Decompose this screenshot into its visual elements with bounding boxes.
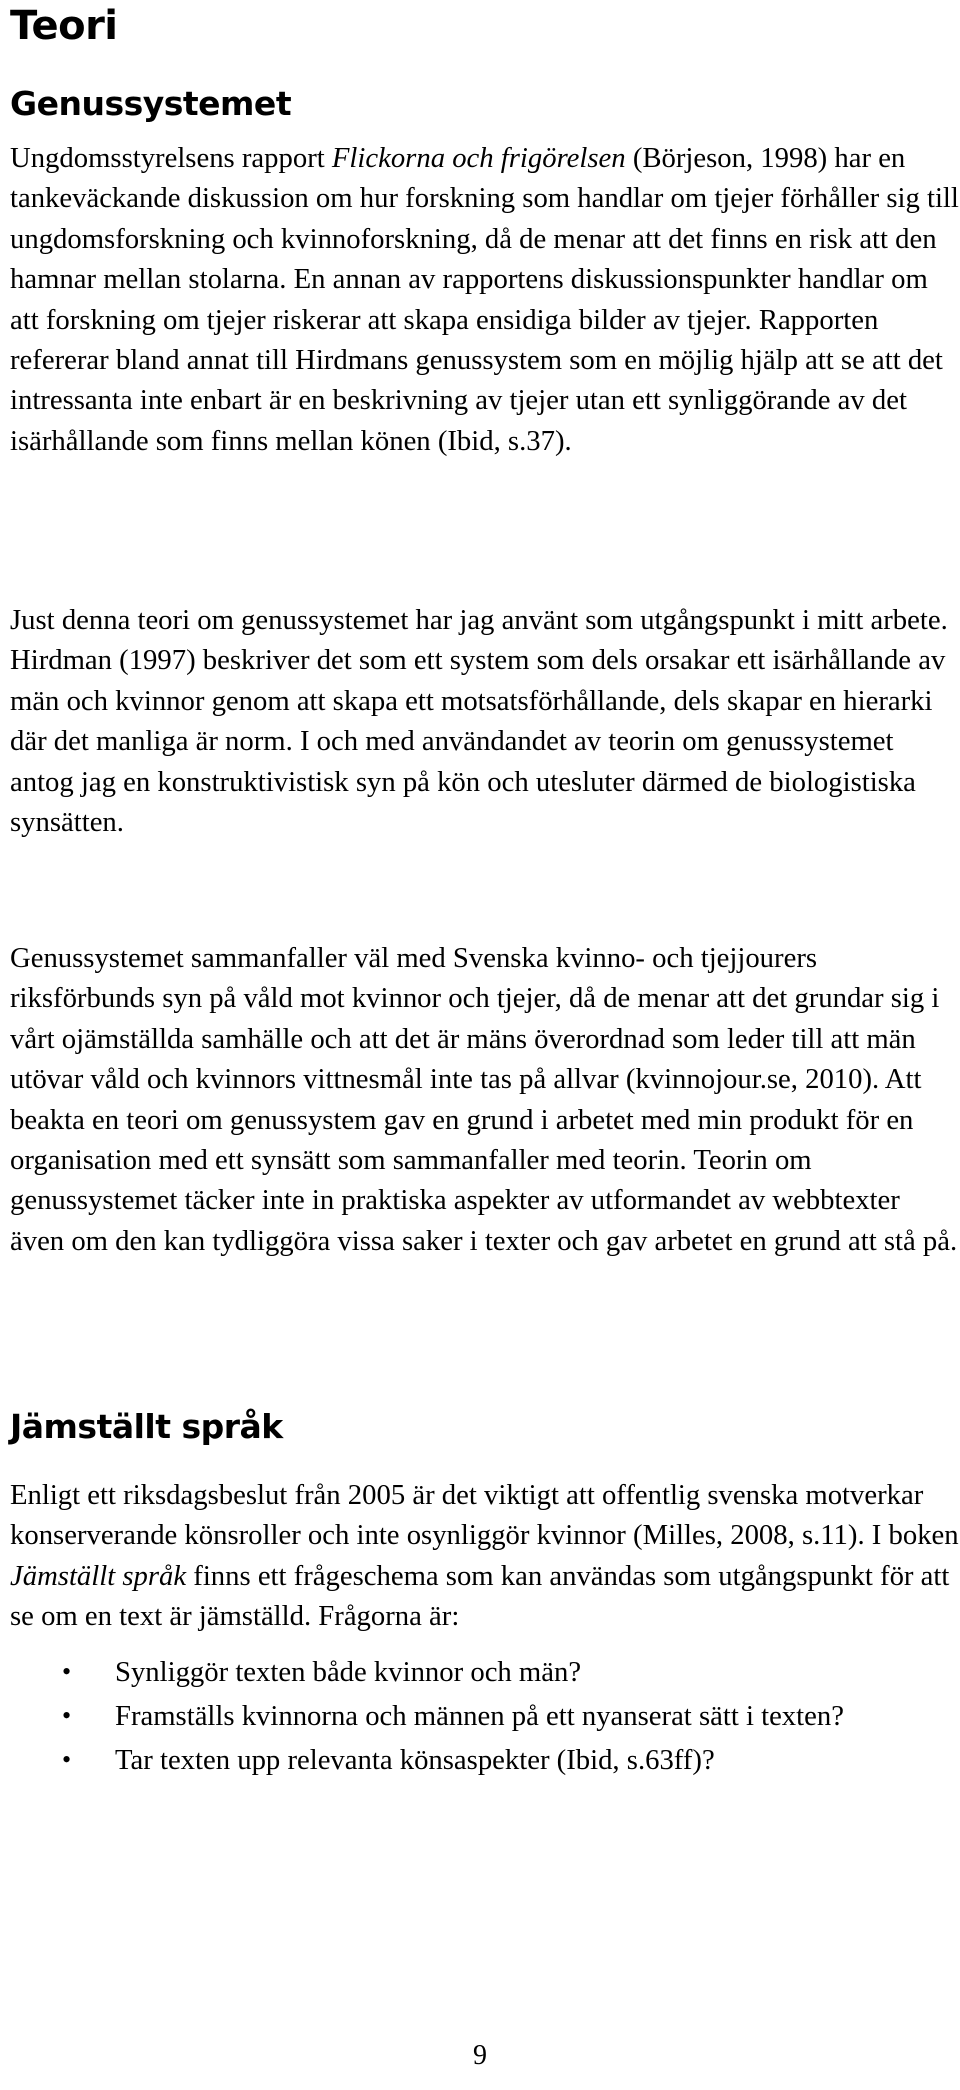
- list-item: [10, 1653, 960, 1691]
- bullet-icon: •: [62, 1657, 72, 1686]
- document-page: [10, 0, 959, 2090]
- bullet-icon: •: [62, 1701, 72, 1730]
- paragraph-4-rest: finns ett frågeschema som kan användas som utgångspunkt för att se om en text är jämställd. Frågorna är:: [10, 1559, 950, 1633]
- paragraph-1-start: Ungdomsstyrelsens rapport: [10, 142, 332, 174]
- paragraph-1-rest: (Börjeson, 1998) har en tankeväckande diskussion om hur forskning som handlar om tjejer förhåller sig till ungdomsforskning och kvinnoforskning, då de menar att det finns en risk att den hamnar mellan stolarna. En annan av rapportens diskussionspunkter handlar om att forskning om tjejer riskerar att skapa ensidiga bilder av tjejer. Rapporten refererar bland annat till Hirdmans genussystem som en möjlig hjälp att se att det intressanta inte enbart är en beskrivning av tjejer utan ett synliggörande av det isärhållande som finns mellan könen (Ibid, s.37).: [10, 142, 959, 457]
- paragraph-1: [10, 138, 960, 461]
- paragraph-4: [10, 1475, 960, 1637]
- question-text: Framställs kvinnorna och männen på ett nyanserat sätt i texten?: [115, 1700, 844, 1732]
- report-title: Flickorna och frigörelsen: [331, 142, 626, 174]
- page-number: 9: [473, 2040, 487, 2071]
- question-list: [10, 1653, 960, 1785]
- bullet-icon: •: [62, 1745, 72, 1774]
- paragraph-3: Genussystemet sammanfaller väl med Svenska kvinno- och tjejjourers riksförbunds syn på våld mot kvinnor och tjejer, då de menar att det grundar sig i vårt ojämställda samhälle och att det är mäns överordnad som leder till att män utövar våld och kvinnors vittnesmål inte tas på allvar (kvinnojour.se, 2010). Att beakta en teori om genussystem gav en grund i arbetet med min produkt för en organisation med ett synsätt som sammanfaller med teorin. Teorin om genussystemet täcker inte in praktiska aspekter av utformandet av webbtexter även om den kan tydliggöra vissa saker i texter och gav arbetet en grund att stå på.: [10, 942, 958, 1257]
- paragraph-4-start: Enligt ett riksdagsbeslut från 2005 är det viktigt att offentlig svenska motverkar konserverande könsroller och inte osynliggör kvinnor (Milles, 2008, s.11). I boken: [10, 1479, 959, 1552]
- paragraph-2: Just denna teori om genussystemet har jag använt som utgångspunkt i mitt arbete. Hirdman (1997) beskriver det som ett system som dels orsakar ett isärhållande av män och kvinnor genom att skapa ett motsatsförhållande, dels skapar en hierarki där det manliga är norm. I och med användandet av teorin om genussystemet antog jag en konstruktivistisk syn på kön och utesluter därmed de biologistiska synsätten.: [10, 604, 948, 839]
- question-text: Synliggör texten både kvinnor och män?: [115, 1656, 582, 1688]
- list-item: [10, 1697, 960, 1735]
- book-title: Jämställt språk: [10, 1559, 187, 1592]
- question-text: Tar texten upp relevanta könsaspekter (Ibid, s.63ff)?: [115, 1744, 715, 1776]
- section-heading-jamstallt-sprak: Jämställt språk: [10, 1407, 283, 1446]
- page-title: Teori: [10, 3, 118, 49]
- section-heading-genussystemet: Genussystemet: [10, 84, 292, 123]
- list-item: [10, 1741, 960, 1779]
